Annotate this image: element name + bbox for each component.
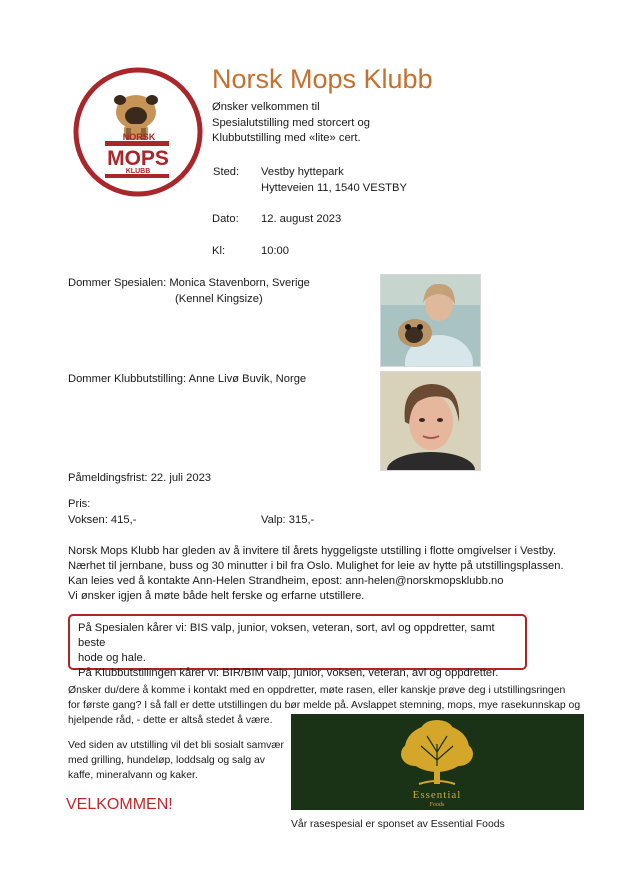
contact-line: for første gang? I så fall er dette utstillingen du bør melde på. Avslappet stemning, mops, mye rasekunnskap og xyxy=(68,699,581,711)
logo-top-text: NORSK xyxy=(122,132,156,142)
social-line: kaffe, mineralvann og kaker. xyxy=(68,769,198,781)
logo-bottom-text: KLUBB xyxy=(125,168,151,175)
invitation-line: Norsk Mops Klubb har gleden av å invitere til årets hyggeligste utstilling i flotte omgivelser i Vestby. xyxy=(68,545,556,557)
puppy-price: Valp: 315,- xyxy=(261,514,315,526)
judge-special-photo xyxy=(380,274,481,367)
logo-main-text: MOPS xyxy=(107,147,169,170)
judge-club: Dommer Klubbutstilling: Anne Livø Buvik, Norge xyxy=(68,373,307,385)
location-name: Vestby hyttepark xyxy=(261,166,344,178)
social-line: Ved siden av utstilling vil det bli sosialt samvær xyxy=(68,740,284,751)
page-title: Norsk Mops Klubb xyxy=(212,64,433,94)
location-label: Sted: xyxy=(213,166,240,178)
awards-line: På Spesialen kårer vi: BIS valp, junior, voksen, veteran, sort, avl og oppdretter, samt beste xyxy=(78,622,495,649)
sponsor-logo xyxy=(291,714,584,810)
social-line: med grilling, hundeløp, loddsalg og salg av xyxy=(68,754,265,766)
club-logo xyxy=(72,66,204,198)
registration-deadline: Påmeldingsfrist: 22. juli 2023 xyxy=(68,472,212,484)
sponsor-logo-name: Essential xyxy=(412,789,462,801)
intro-line: Klubbutstilling med «lite» cert. xyxy=(212,132,361,144)
contact-line: Ønsker du/dere å komme i kontakt med en oppdretter, møte rasen, eller kanskje prøve deg i utstillingsringen xyxy=(68,685,566,696)
invitation-line: Kan leies ved å kontakte Ann-Helen Strandheim, epost: ann-helen@norskmopsklubb.no xyxy=(68,575,504,587)
awards-box xyxy=(68,614,527,679)
closing-greeting: VELKOMMEN! xyxy=(66,796,173,813)
judge-special-kennel: (Kennel Kingsize) xyxy=(175,293,263,305)
adult-price: Voksen: 415,- xyxy=(68,514,137,526)
sponsor-caption: Vår rasespesial er sponset av Essential Foods xyxy=(291,819,505,830)
social-text xyxy=(68,739,284,783)
invitation-line: Nærhet til jernbane, buss og 30 minutter i bil fra Oslo. Mulighet for leie av hytte på utstillingsplassen. xyxy=(68,560,564,572)
intro-line: Ønsker velkommen til xyxy=(212,101,320,113)
contact-line: hjelpende råd, - dette er altså stedet å være. xyxy=(68,714,273,726)
awards-line: hode og hale. xyxy=(78,652,146,664)
location-address: Hytteveien 11, 1540 VESTBY xyxy=(261,182,407,194)
time-label: Kl: xyxy=(212,245,226,257)
invitation-text xyxy=(68,544,564,604)
date-label: Dato: xyxy=(212,213,239,225)
sponsor-logo-sub: Foods xyxy=(429,802,445,808)
date-value: 12. august 2023 xyxy=(261,213,342,225)
judge-club-photo xyxy=(380,371,481,471)
invitation-line: Vi ønsker igjen å møte både helt ferske og erfarne utstillere. xyxy=(68,590,365,602)
judge-special: Dommer Spesialen: Monica Stavenborn, Sverige xyxy=(68,277,310,289)
awards-line: På Klubbutstillingen kårer vi: BIR/BIM valp, junior, voksen, veteran, avl og oppdretter. xyxy=(78,667,499,679)
price-label: Pris: xyxy=(68,498,91,510)
intro-line: Spesialutstilling med storcert og xyxy=(212,116,370,129)
intro-text xyxy=(212,100,370,147)
time-value: 10:00 xyxy=(261,245,289,257)
